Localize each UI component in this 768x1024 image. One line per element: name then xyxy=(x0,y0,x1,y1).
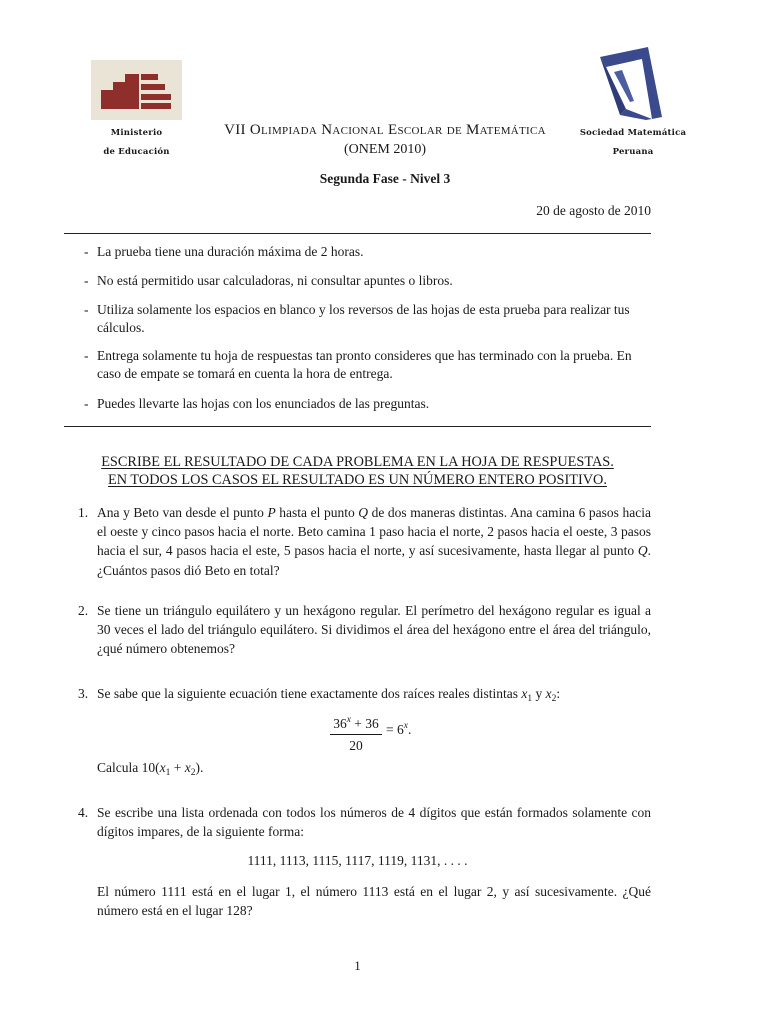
instruction-item xyxy=(84,272,651,290)
instruction-text: Puedes llevarte las hojas con los enunciados de las preguntas. xyxy=(97,396,430,411)
problem-number: 2. xyxy=(78,603,89,618)
instruction-text: La prueba tiene una duración máxima de 2 horas. xyxy=(97,244,364,259)
problem-number: 3. xyxy=(78,686,89,701)
olympiad-subtitle: (ONEM 2010) xyxy=(343,142,427,157)
instruction-dash: - xyxy=(84,396,89,411)
olympiad-title: VII Olimpiada Nacional Escolar de Matemática xyxy=(224,122,546,138)
society-name-line2: Peruana xyxy=(612,147,654,157)
exam-date: 20 de agosto de 2010 xyxy=(536,203,651,218)
fraction-numerator: $36^x + 36$ xyxy=(333,715,379,731)
instruction-dash: - xyxy=(84,273,89,288)
problem-text: Se tiene un triángulo equilátero y un hexágono regular. El perímetro del hexágono regular es igual a 30 veces el lado del triángulo equilátero. Si dividimos el área del hexágono entre el área del triángulo, ¿qué número obtenemos? xyxy=(97,603,651,657)
phase-level: Segunda Fase - Nivel 3 xyxy=(319,171,451,186)
banner-line1: ESCRIBE EL RESULTADO DE CADA PROBLEMA EN LA HOJA DE RESPUESTAS. xyxy=(101,454,614,470)
instruction-item xyxy=(84,395,651,413)
instruction-dash: - xyxy=(84,244,89,259)
instruction-item xyxy=(84,243,651,261)
instruction-text: Entrega solamente tu hoja de respuestas tan pronto consideres que has terminado con la prueba. En caso de empate se tomará en cuenta la hora de entrega. xyxy=(97,348,632,381)
page-number: 1 xyxy=(354,958,361,973)
fraction-bar xyxy=(330,734,382,735)
point-q-var: Q xyxy=(358,505,369,520)
problem-number: 4. xyxy=(78,805,89,820)
number-sequence: 1111, 1113, 1115, 1117, 1119, 1131, . . . . xyxy=(247,853,468,868)
problem-3 xyxy=(78,684,651,709)
instruction-text: Utiliza solamente los espacios en blanco y los reversos de las hojas de esta prueba para realizar tus cálculos. xyxy=(97,302,630,335)
problem-number: 1. xyxy=(78,505,89,520)
instruction-text: No está permitido usar calculadoras, ni consultar apuntes o libros. xyxy=(97,273,453,288)
equation-fraction xyxy=(330,712,382,754)
problem-text: Se sabe que la siguiente ecuación tiene exactamente dos raíces reales distintas $x_1$ y $x_2$: xyxy=(97,686,561,704)
problem-3-question: Calcula $10(x_1 + x_2)$. xyxy=(97,760,204,778)
banner-line2: EN TODOS LOS CASOS EL RESULTADO ES UN NÚMERO ENTERO POSITIVO. xyxy=(108,472,607,488)
ministry-name-line2: de Educación xyxy=(103,147,170,157)
point-p-var: P xyxy=(267,505,276,520)
problem-text: Ana y Beto van desde el punto P hasta el punto Q de dos maneras distintas. Ana camina 6 pasos hacia el oeste y cinco pasos hacia el norte. Beto camina 1 paso hacia el norte, 2 pasos hacia el oeste, 3 pasos hacia el sur, 4 pasos hacia el este, 5 pasos hacia el norte, y así sucesivamente, hasta llegar al punto Q. ¿Cuántos pasos dió Beto en total? xyxy=(97,505,651,578)
problem-4 xyxy=(78,803,651,841)
society-name-line1: Sociedad Matemática xyxy=(579,128,687,138)
instruction-dash: - xyxy=(84,302,89,317)
bottom-rule xyxy=(64,426,651,427)
problem-2 xyxy=(78,601,651,659)
instruction-item xyxy=(84,347,651,383)
problem-1 xyxy=(78,503,651,580)
problem-4-question: El número 1111 está en el lugar 1, el número 1113 está en el lugar 2, y así sucesivamente. ¿Qué número está en el lugar 128? xyxy=(97,884,651,919)
top-rule xyxy=(64,233,651,234)
fraction-denominator: 20 xyxy=(349,738,363,753)
instruction-dash: - xyxy=(84,348,89,363)
point-q-var: Q xyxy=(637,543,648,559)
society-logo xyxy=(596,45,666,120)
problem-text: Se escribe una lista ordenada con todos los números de 4 dígitos que están formados solamente con dígitos impares, de la siguiente forma: xyxy=(97,805,651,840)
instruction-item xyxy=(84,301,651,337)
ministry-name-line1: Ministerio xyxy=(110,128,163,138)
ministry-logo xyxy=(91,60,182,120)
equation-rhs: = $6^x$. xyxy=(386,721,412,737)
